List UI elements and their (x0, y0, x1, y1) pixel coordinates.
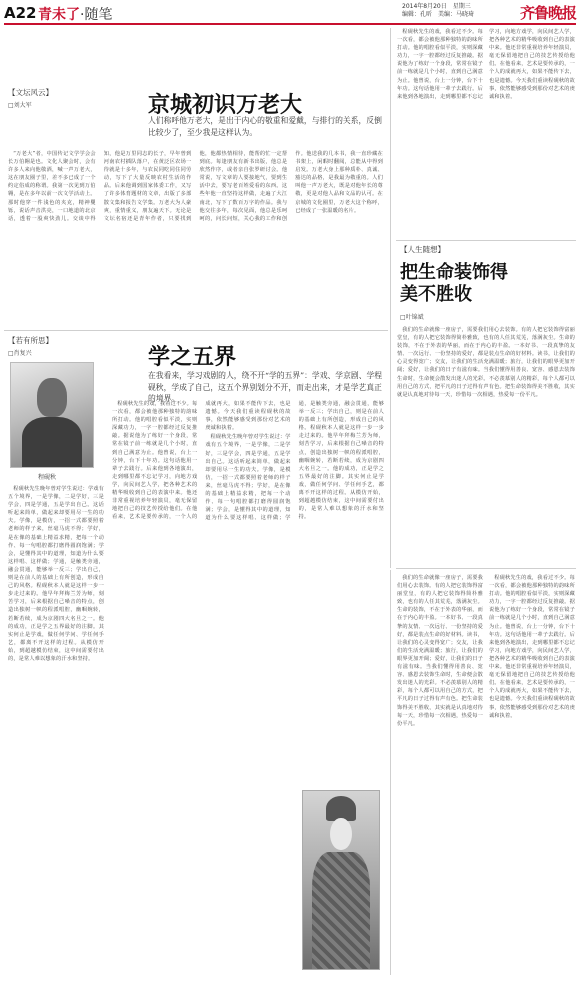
section-divider (396, 568, 576, 569)
headline-life-decoration (400, 262, 508, 306)
lead-wan-laoda: 人们称呼他万老大，是出于内心的敬重和爱戴，与排行的关系，反倒比较少了，至少我是这样认为。 (148, 116, 382, 137)
section-divider (396, 240, 576, 241)
opera-figure-photo (302, 790, 380, 970)
article-paragraph: 我们的生命就像一座房子，需要我们用心去装饰。有的人把它装饰得富丽堂皇，有的人把它装饰得简朴雅致，也有的人任其荒芜，落满灰尘。生命的装饰，不在于外表的华丽，而在于内心的丰盈。一本好书、一段真挚的友情、一次远行、一份坚持的爱好，都是装点生命的好材料。读书，让我们的心灵变得宽广；交友，让我们的生活充满温暖；旅行，让我们的眼界更加开阔；爱好，让我们的日子有滋有味。当我们懂得用善良、宽容、感恩去装饰生命时，生命便会散发出迷人的光彩。不必羡慕别人的精彩，每个人都可以用自己的方式，把平凡的日子过得有声有色。把生命装饰得美不胜收，其实就是认真地对待每一天，珍惜每一次相遇，热爱每一份平凡。 (397, 575, 483, 727)
article-body-right-bottom (397, 574, 575, 974)
section-name: 青未了 (38, 7, 80, 23)
article-paragraph: “万老大”者，中国传记文学学会会长万伯翱是也。文化人聚会时，会有许多人来向他敬酒，喊一声万老大，这在朋友圈子里，差不多已成了一个约定俗成的称谓。我第一次见到万伯翱，是在多年以前一次文学活动上。那时他穿一件浅色的夹克，精神矍铄，说话声音洪亮，一口地道的北京话，透着一股爽快劲儿。交谈中得知，他是万里同志的长子，早年曾到河南农村插队落户，在黄泛区农场一待就是十多年，与农民同吃同住同劳动，写下了大量反映农村生活的作品。后来他调到国家体委工作，又写了许多体育题材的文章，出版了多部散文集和报告文学集。万老大为人豪爽，重情重义，朋友遍天下。无论是文坛名宿还是青年作者，只要找到他，他都热情相待，能帮的忙一定帮到底。每逢朋友有新书出版，他总是欣然作序，或者亲自张罗研讨会。他常说，写文章的人要接地气，要到生活中去，要写老百姓爱看的东西。这些年他一直坚持这样做，走遍了大江南北，写下了数百万字的作品。我与他交往多年，每次见面，他总是乐呵呵的，问长问短，关心我的工作和创作。他送我的几本书，我一直珍藏在书架上，闲暇时翻阅，总能从中得到启发。万老大身上那种质朴、真诚、豁达的品格，是我最为敬重的。人们叫他一声万老大，既是对他年长的尊敬，更是对他人品和文品的认可。在京城的文化圈里，万老大这个称呼，已经成了一张温暖的名片。 (8, 151, 383, 222)
portrait-caption: 程砚秋 (38, 474, 57, 481)
article-body-five-realms-col1 (8, 485, 104, 975)
section-sub: ·随笔 (80, 7, 113, 23)
column-label-rensheng: 【人生随想】 (400, 245, 445, 254)
portrait-photo (10, 362, 94, 468)
article-body-wan-laoda (8, 150, 383, 325)
column-label-ruoyou: 【若有所思】 (8, 336, 53, 345)
headline-line-1: 把生命装饰得 (400, 262, 508, 283)
article-paragraph: 程砚秋先生的戏，我看过不少。每一次看，都会被他那种独特的韵味所打动。他的唱腔看似平淡，实则深藏功力，一字一腔都经过反复推敲。据说他为了练好一个身段，常常在镜子前一练就是几个小时，直到自己满意为止。他曾说，台上一分钟，台下十年功。这句话他用一辈子去践行。后来他到各地演出，走到哪里都不忘记学习，向地方戏学，向民间艺人学，把各种艺术的精华吸收到自己的表演中来。他还非常重视培养年轻演员，毫无保留地把自己的技艺传授给他们。在他看来，艺术是要传承的，一个人的成就再大，如果不能传下去，也是遗憾。今天我们重读程砚秋的故事，依然能够感受到那份对艺术的虔诚和执着。 (489, 575, 575, 719)
editors-credit: 编辑：孔昕 美编：马晓琦 (402, 11, 475, 18)
article-body-life-decoration (397, 326, 575, 566)
portrait-body (22, 417, 81, 467)
section-divider (4, 330, 388, 331)
column-divider (390, 570, 391, 975)
issue-date: 2014年8月20日 星期三 (402, 3, 471, 10)
author-ye-jinbin: □叶锦斌 (400, 314, 424, 321)
article-paragraph: 程砚秋先生晚年曾对学生说过：学戏有五个境界，一是学像，二是学好，三是学会，四是学通，五是学出自己。这话听起来简单，做起来却要用尽一生的功夫。学像，是模仿，一招一式都要照着老师的样子来，丝毫马虎不得；学好，是在像的基础上精益求精，把每一个动作、每一句唱腔都打磨得圆润饱满；学会，是懂得其中的道理，知道为什么要这样唱、这样做；学通，是触类旁通，融会贯通，能够举一反三；学出自己，则是在前人的基础上有所创造，形成自己的风格。程砚秋本人就是这样一步一步走过来的。他早年拜梅兰芳为师，刻苦学习，后来根据自己嗓音的特点，创造出独树一帜的程派唱腔，幽咽婉转，若断若续，成为京剧四大名旦之一。他的成功，正是学之五界最好的注脚。其实何止是学戏，做任何学问、学任何手艺，都离不开这样的过程。从模仿开始，到超越模仿结束，这中间需要付出的，是常人难以想象的汗水和坚持。 (205, 401, 384, 522)
lead-five-realms: 在我看来，学习戏剧的人，绕不开“学的五界”：学戏、学京剧、学程砚秋，学成了自己，这五个界别划分不开，而走出来，才是学艺真正的境界。 (148, 371, 383, 403)
article-paragraph: 程砚秋先生的戏，我看过不少。每一次看，都会被他那种独特的韵味所打动。他的唱腔看似平淡，实则深藏功力，一字一腔都经过反复推敲。据说他为了练好一个身段，常常在镜子前一练就是几个小时，直到自己满意为止。他曾说，台上一分钟，台下十年功。这句话他用一辈子去践行。后来他到各地演出，走到哪里都不忘记学习，向地方戏学，向民间艺人学，把各种艺术的精华吸收到自己的表演中来。他还非常重视培养年轻演员，毫无保留地把自己的技艺传授给他们。在他看来，艺术是要传承的，一个人的成就再大，如果不能传下去，也是遗憾。今天我们重读程砚秋的故事，依然能够感受到那份对艺术的虔诚和执着。 (397, 29, 575, 100)
page-number: A22 (4, 4, 37, 22)
column-label-wentan: 【文坛风云】 (8, 88, 53, 97)
section-title (38, 4, 112, 24)
author-liu-dajun: □刘大军 (8, 102, 32, 109)
masthead-meta (402, 3, 474, 19)
masthead-rule (4, 23, 576, 25)
article-body-right-top (397, 28, 575, 238)
portrait-head (37, 378, 67, 418)
newspaper-logo: 齐鲁晚报 (520, 4, 577, 22)
headline-wan-laoda: 京城初识万老大 (148, 93, 303, 118)
headline-line-2: 美不胜收 (400, 284, 472, 305)
author-xiao-fuxing: □肖复兴 (8, 350, 32, 357)
column-divider (390, 28, 391, 568)
article-paragraph: 我们的生命就像一座房子，需要我们用心去装饰。有的人把它装饰得富丽堂皇，有的人把它装饰得简朴雅致，也有的人任其荒芜，落满灰尘。生命的装饰，不在于外表的华丽，而在于内心的丰盈。一本好书、一段真挚的友情、一次远行、一份坚持的爱好，都是装点生命的好材料。读书，让我们的心灵变得宽广；交友，让我们的生活充满温暖；旅行，让我们的眼界更加开阔；爱好，让我们的日子有滋有味。当我们懂得用善良、宽容、感恩去装饰生命时，生命便会散发出迷人的光彩。不必羡慕别人的精彩，每个人都可以用自己的方式，把平凡的日子过得有声有色。把生命装饰得美不胜收，其实就是认真地对待每一天，珍惜每一次相遇，热爱每一份平凡。 (397, 327, 575, 398)
opera-robe (312, 852, 370, 969)
headline-five-realms: 学之五界 (148, 345, 237, 370)
article-paragraph: 程砚秋先生晚年曾对学生说过：学戏有五个境界，一是学像，二是学好，三是学会，四是学通，五是学出自己。这话听起来简单，做起来却要用尽一生的功夫。学像，是模仿，一招一式都要照着老师的样子来，丝毫马虎不得；学好，是在像的基础上精益求精，把每一个动作、每一句唱腔都打磨得圆润饱满；学会，是懂得其中的道理，知道为什么要这样唱、这样做；学通，是触类旁通，融会贯通，能够举一反三；学出自己，则是在前人的基础上有所创造，形成自己的风格。程砚秋本人就是这样一步一步走过来的。他早年拜梅兰芳为师，刻苦学习，后来根据自己嗓音的特点，创造出独树一帜的程派唱腔，幽咽婉转，若断若续，成为京剧四大名旦之一。他的成功，正是学之五界最好的注脚。其实何止是学戏，做任何学问、学任何手艺，都离不开这样的过程。从模仿开始，到超越模仿结束，这中间需要付出的，是常人难以想象的汗水和坚持。 (8, 486, 104, 662)
opera-face (330, 818, 351, 850)
article-paragraph: 程砚秋先生的戏，我看过不少。每一次看，都会被他那种独特的韵味所打动。他的唱腔看似平淡，实则深藏功力，一字一腔都经过反复推敲。据说他为了练好一个身段，常常在镜子前一练就是几个小时，直到自己满意为止。他曾说，台上一分钟，台下十年功。这句话他用一辈子去践行。后来他到各地演出，走到哪里都不忘记学习，向地方戏学，向民间艺人学，把各种艺术的精华吸收到自己的表演中来。他还非常重视培养年轻演员，毫无保留地把自己的技艺传授给他们。在他看来，艺术是要传承的，一个人的成就再大，如果不能传下去，也是遗憾。今天我们重读程砚秋的故事，依然能够感受到那份对艺术的虔诚和执着。 (112, 401, 291, 521)
